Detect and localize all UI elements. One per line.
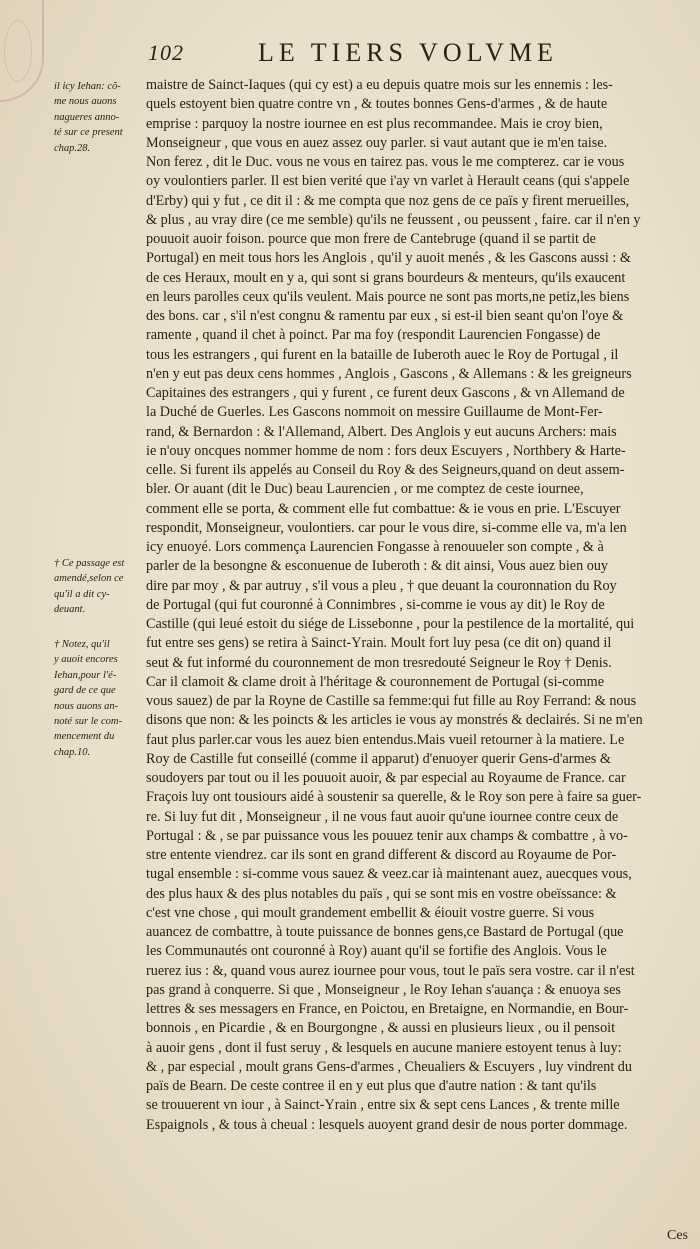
margin-note-line: chap.10.	[54, 746, 91, 758]
text-line: des plus haux & des plus notables du païs , qui se sont mis en vostre obeïssance: &	[146, 885, 617, 902]
text-line: seut & fut informé du couronnement de mon tresredouté Seigneur le Roy † Denis.	[146, 654, 612, 671]
margin-note-line: gard de ce que	[54, 685, 116, 697]
text-line: Non ferez , dit le Duc. vous ne vous en tairez pas. vous le me compterez. car ie vous	[146, 154, 625, 170]
text-line: Castille (qui leué estoit du siége de Lissebonne , pour la pestilence de la mortalité, qui	[146, 616, 635, 632]
text-line: oy voulontiers parler. Il est bien verité que i'ay vn varlet à Herault ceans (qui s'appele	[146, 173, 630, 190]
text-line: disons que non: & les poincts & les articles ie vous ay monstrés & declairés. Si ne m'en	[146, 712, 643, 729]
text-line: païs de Bearn. De ceste contree il en y eut plus que d'autre nation : & tant qu'ils	[146, 1078, 597, 1094]
text-line: de Portugal (qui fut couronné à Connimbres , si-comme ie vous ay dit) le Roy de	[146, 596, 605, 613]
margin-note-line: nous auons an-	[54, 700, 119, 712]
text-line: soudoyers par tout ou il les pouuoit auoir, & par especial au Royaume de France. car	[146, 770, 626, 786]
text-line: dire par moy , & par autruy , s'il vous a pleu , † que deuant la couronnation du Roy	[146, 577, 617, 594]
text-line: des bons. car , s'il n'est congnu & ramentu par eux , si est-il bien seant qu'on l'oye &	[146, 308, 624, 324]
margin-note-line: y auoit encores	[54, 654, 118, 666]
text-line: respondit, Monseigneur, voulontiers. car pour le vous dire, si-comme elle va, m'a len	[146, 519, 627, 536]
page-header	[148, 38, 686, 70]
text-line: de ces Heraux, moult en y a, qui sont si grans bourdeurs & menteurs, qu'ils exaucent	[146, 269, 626, 286]
text-line: Monseigneur , que vous en auez assez ouy parler. si vaut autant que ie m'en taise.	[146, 134, 608, 151]
margin-note-line: mencement du	[54, 731, 115, 743]
text-line: Car il clamoit & clame droit à l'héritage & couronnement de Portugal (si-comme	[146, 673, 604, 690]
text-line: emprise : parquoy la nostre iournee en est plus recommandee. Mais ie croy bien,	[146, 115, 603, 132]
margin-note-line: noté sur le com-	[54, 716, 122, 728]
margin-note-line: Iehan,pour l'é-	[54, 669, 117, 681]
text-line: pas grand à conquerre. Si que , Monseigneur , le Roy Iehan s'auança : & enuoya ses	[146, 981, 621, 998]
text-line: Capitaines des estrangers , qui y furent , ce furent deux Gascons , & vn Allemand de	[146, 385, 625, 401]
text-line: ruerez ius : &, quand vous aurez iournee pour vous, tout le païs sera vostre. car il n'est	[146, 962, 635, 979]
text-line: bler. Or auant (dit le Duc) beau Laurencien , or me comptez de ceste iournee,	[146, 481, 584, 498]
text-line: bonnois , en Picardie , & en Bourgongne , & aussi en plusieurs lieux , ou il pensoit	[146, 1020, 616, 1037]
margin-note-line: me nous auons	[54, 96, 117, 108]
text-line: parler de la besongne & esconuenue de Iuberoth : & dit ainsi, Vous auez bien ouy	[146, 558, 609, 575]
text-line: tugal ensemble : si-comme vous sauez & veez.car ià maintenant auez, auecques vous,	[146, 866, 632, 883]
text-line: se trouuerent vn iour , à Sainct-Yrain , entre six & sept cens Lances , & trente mille	[146, 1097, 620, 1114]
text-line: auancez de combattre, à toute puissance de bonnes gens,ce Bastard de Portugal (que	[146, 924, 624, 940]
margin-note-line: deuant.	[54, 604, 86, 616]
margin-note-line: té sur ce present	[54, 127, 123, 139]
text-line: fut entre ses gens) se retira à Sainct-Yrain. Moult fort luy pesa (ce dit on) quand il	[146, 635, 612, 652]
text-line: à auoir gens , dont il fust seruy , & lesquels en aucune maniere estoyent tenus à luy:	[146, 1039, 622, 1056]
text-line: Portugal : & , se par puissance vous les pouuez tenir aux champs & combattre , à vo-	[146, 827, 628, 844]
text-line: pouuoit auoir foison. pource que mon frere de Cantebruge (quand il se partit de	[146, 231, 596, 247]
text-line: tous les estrangers , qui furent en la bataille de Iuberoth auec le Roy de Portugal , il	[146, 346, 619, 363]
margin-note-line: nagueres anno-	[54, 111, 120, 123]
text-line: quels estoyent bien quatre contre vn , & toutes bonnes Gens-d'armes , & de haute	[146, 96, 608, 113]
margin-note-line: † Notez, qu'il	[54, 639, 110, 650]
text-line: stre entente viendrez. car ils sont en grand different & discord au Royaume de Por-	[146, 847, 617, 863]
text-line: Roy de Castille fut conseillé (comme il apparut) d'enuoyer querir Gens-d'armes &	[146, 750, 611, 767]
library-stamp	[0, 0, 44, 102]
text-line: ie n'ouy oncques nommer homme de nom : fors deux Escuyers , Northbery & Harte-	[146, 442, 626, 459]
text-line: c'est vne chose , qui moult grandement embellit & éiouit vostre guerre. Si vous	[146, 904, 595, 921]
margin-note-line: il icy Iehan: cõ-	[54, 81, 121, 92]
folio-number: 102	[148, 40, 184, 65]
text-line: & , par especial , moult grans Gens-d'armes , Cheualiers & Escuyers , luy vindrent du	[146, 1058, 632, 1075]
margin-note-line: chap.28.	[54, 142, 91, 154]
text-line: vous sauez) de par la Royne de Castille sa femme:qui fut fille au Roy Ferrand: & nous	[146, 693, 637, 709]
text-line: faut plus parler.car vous les auez bien entendus.Mais vueil retourner à la matiere. Le	[146, 731, 625, 748]
text-line: maistre de Sainct-Iaques (qui cy est) a eu depuis quatre mois sur les ennemis : les-	[146, 77, 613, 93]
text-line: celle. Si furent ils appelés au Conseil du Roy & des Seigneurs,quand on deut assem-	[146, 462, 625, 478]
main-text-block	[146, 76, 690, 1135]
margin-note-line: qu'il a dit cy-	[54, 588, 110, 600]
margin-note	[54, 79, 146, 156]
text-line: Fraçois luy ont tousiours aidé à soustenir sa querelle, & le Roy son pere à faire sa guer-	[146, 789, 642, 806]
text-line: d'Erby) qui y fut , ce dit il : & me compta que noz gens de ce païs y firent merueilles,	[146, 192, 630, 209]
text-line: lettres & ses messagers en France, en Poictou, en Bretaigne, en Normandie, en Bour-	[146, 1001, 629, 1017]
margin-note	[54, 556, 146, 618]
margin-note-line: † Ce passage est	[54, 558, 125, 569]
text-line: Espaignols , & tous à cheual : lesquels auoyent grand desir de nous porter dommage.	[146, 1116, 628, 1133]
text-line: en leurs parolles ceux qu'ils veulent. Mais pource ne sont pas morts,ne petiz,les biens	[146, 288, 630, 305]
catchword: Ces	[667, 1228, 688, 1243]
running-title: LE TIERS VOLVME	[258, 38, 558, 67]
text-line: les Communautés ont couronné à Roy) auant qu'il se fortifie des Anglois. Vous le	[146, 943, 607, 960]
text-line: Portugal) en meit tous hors les Anglois , qu'il y auoit menés , & les Gascons aussi : &	[146, 250, 631, 267]
text-line: comment elle se porta, & comment elle fut combattue: & ie vous en prie. L'Escuyer	[146, 500, 621, 517]
margin-note-line: amendé,selon ce	[54, 573, 124, 585]
text-line: n'en y eut pas deux cens hommes , Anglois , Gascons , & Allemans : & les greigneurs	[146, 365, 632, 382]
text-line: re. Si luy fut dit , Monseigneur , il ne vous faut auoir qu'une iournee contre ceux de	[146, 808, 619, 825]
text-line: rand, & Bernardon : & l'Allemand, Albert. Des Anglois y eut aucuns Archers: mais	[146, 423, 617, 440]
text-line: ramente , quand il chet à poinct. Par ma foy (respondit Laurencien Fongasse) de	[146, 327, 601, 344]
text-line: icy enuoyé. Lors commença Laurencien Fongasse à renouueler son compte , & à	[146, 539, 604, 555]
margin-note	[54, 637, 146, 760]
text-line: la Duché de Guerles. Les Gascons nommoit on messire Guillaume de Mont-Fer-	[146, 404, 603, 421]
text-line: & plus , au vray dire (ce me semble) qu'ils ne feussent , ou peussent , faire. car il n'en y	[146, 211, 641, 228]
